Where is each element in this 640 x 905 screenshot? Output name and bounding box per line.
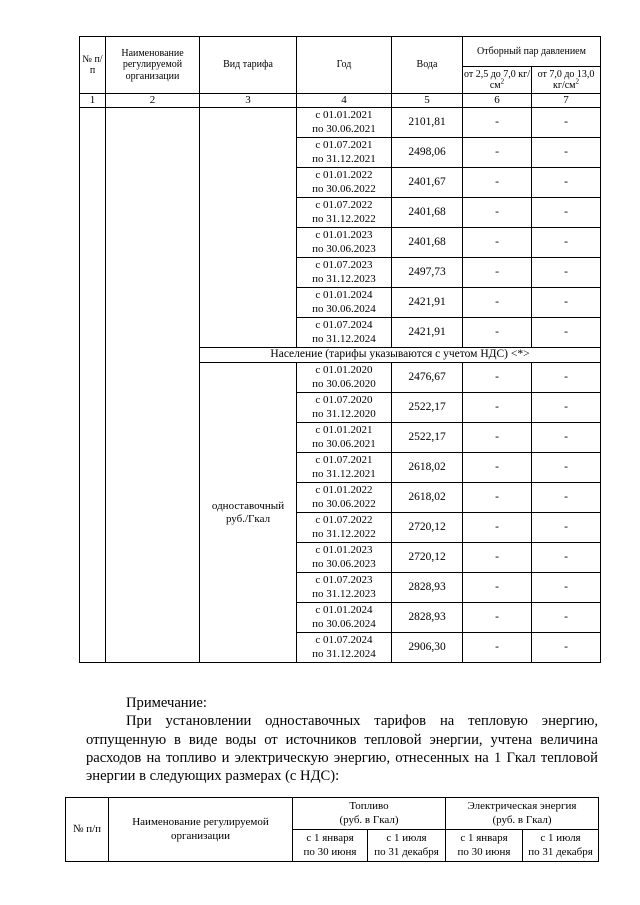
water-value: 2421,91: [392, 318, 463, 348]
steam-value-b: -: [532, 513, 601, 543]
header-org: Наименование регулируемой организации: [106, 37, 200, 94]
cost-period-elec-h1: с 1 января по 30 июня: [446, 830, 523, 862]
steam-value-b: -: [532, 168, 601, 198]
cost-table: [65, 797, 599, 862]
steam-value-b: -: [532, 453, 601, 483]
cost-header-fuel: Топливо (руб. в Гкал): [293, 798, 446, 830]
period-cell: с 01.01.2024 по 30.06.2024: [297, 288, 392, 318]
cost-period-fuel-h1: с 1 января по 30 июня: [293, 830, 368, 862]
period-cell: с 01.01.2022 по 30.06.2022: [297, 168, 392, 198]
cost-period-elec-h2: с 1 июля по 31 декабря: [523, 830, 599, 862]
steam-value-b: -: [532, 393, 601, 423]
cost-period-fuel-h2: с 1 июля по 31 декабря: [368, 830, 446, 862]
period-cell: с 01.07.2024 по 31.12.2024: [297, 633, 392, 663]
col-number: 7: [532, 94, 601, 108]
water-value: 2828,93: [392, 573, 463, 603]
col-number: 3: [200, 94, 297, 108]
steam-value-a: -: [463, 603, 532, 633]
steam-value-a: -: [463, 633, 532, 663]
water-value: 2421,91: [392, 288, 463, 318]
col-number: 1: [80, 94, 106, 108]
col-number: 4: [297, 94, 392, 108]
cost-header-org: Наименование регулируемой организации: [109, 798, 293, 862]
col-number: 5: [392, 94, 463, 108]
steam-value-a: -: [463, 138, 532, 168]
steam-value-a: -: [463, 483, 532, 513]
steam-value-b: -: [532, 603, 601, 633]
period-cell: с 01.01.2020 по 30.06.2020: [297, 363, 392, 393]
water-value: 2720,12: [392, 513, 463, 543]
tariff-row: [80, 108, 601, 138]
steam-value-a: -: [463, 108, 532, 138]
steam-value-a: -: [463, 198, 532, 228]
steam-value-b: -: [532, 363, 601, 393]
steam-value-b: -: [532, 228, 601, 258]
period-cell: с 01.01.2021 по 30.06.2021: [297, 108, 392, 138]
cost-header-electricity: Электрическая энергия (руб. в Гкал): [446, 798, 599, 830]
period-cell: с 01.07.2021 по 31.12.2021: [297, 453, 392, 483]
steam-value-b: -: [532, 423, 601, 453]
note-body: При установлении одноставочных тарифов на тепловую энергию, отпущенную в виде воды от источников тепловой энергии, учтена величина расходов на топливо и электрическую энергию, отнесенных на 1 Гкал тепловой энергии в следующих размерах (с НДС):: [86, 713, 598, 785]
water-value: 2720,12: [392, 543, 463, 573]
steam-value-a: -: [463, 228, 532, 258]
water-value: 2497,73: [392, 258, 463, 288]
tariff-type-cell: [200, 108, 297, 348]
col-number: 6: [463, 94, 532, 108]
period-cell: с 01.07.2022 по 31.12.2022: [297, 513, 392, 543]
steam-value-a: -: [463, 393, 532, 423]
water-value: 2522,17: [392, 393, 463, 423]
water-value: 2476,67: [392, 363, 463, 393]
steam-value-b: -: [532, 198, 601, 228]
cost-header-num: № п/п: [66, 798, 109, 862]
header-steam-range-b: от 7,0 до 13,0 $кг/см^2$: [532, 67, 601, 94]
steam-value-a: -: [463, 258, 532, 288]
header-steam-range-a: от 2,5 до 7,0 $кг/см^2$: [463, 67, 532, 94]
steam-value-b: -: [532, 108, 601, 138]
steam-value-a: -: [463, 543, 532, 573]
steam-value-b: -: [532, 543, 601, 573]
org-cell: [106, 108, 200, 663]
water-value: 2618,02: [392, 453, 463, 483]
steam-value-a: -: [463, 168, 532, 198]
steam-value-b: -: [532, 483, 601, 513]
water-value: 2522,17: [392, 423, 463, 453]
steam-value-a: -: [463, 288, 532, 318]
steam-value-a: -: [463, 363, 532, 393]
header-num: № п/п: [80, 37, 106, 94]
water-value: 2401,68: [392, 198, 463, 228]
period-cell: с 01.07.2020 по 31.12.2020: [297, 393, 392, 423]
period-cell: с 01.01.2023 по 30.06.2023: [297, 543, 392, 573]
water-value: 2498,06: [392, 138, 463, 168]
tariff-type-cell: одноставочный руб./Гкал: [200, 363, 297, 663]
column-number-row: [80, 94, 601, 108]
steam-value-b: -: [532, 573, 601, 603]
steam-value-a: -: [463, 423, 532, 453]
water-value: 2828,93: [392, 603, 463, 633]
steam-value-b: -: [532, 258, 601, 288]
steam-value-b: -: [532, 633, 601, 663]
period-cell: с 01.01.2023 по 30.06.2023: [297, 228, 392, 258]
note-block: [86, 694, 598, 785]
header-tariff: Вид тарифа: [200, 37, 297, 94]
tariff-table: [79, 36, 601, 663]
header-steam: Отборный пар давлением: [463, 37, 601, 67]
period-cell: с 01.01.2021 по 30.06.2021: [297, 423, 392, 453]
header-water: Вода: [392, 37, 463, 94]
steam-value-a: -: [463, 573, 532, 603]
period-cell: с 01.07.2022 по 31.12.2022: [297, 198, 392, 228]
period-cell: с 01.07.2023 по 31.12.2023: [297, 258, 392, 288]
note-title: Примечание:: [126, 695, 207, 711]
steam-value-b: -: [532, 318, 601, 348]
steam-value-a: -: [463, 318, 532, 348]
water-value: 2401,68: [392, 228, 463, 258]
steam-value-b: -: [532, 288, 601, 318]
steam-value-a: -: [463, 513, 532, 543]
water-value: 2101,81: [392, 108, 463, 138]
water-value: 2618,02: [392, 483, 463, 513]
period-cell: с 01.01.2022 по 30.06.2022: [297, 483, 392, 513]
num-cell: [80, 108, 106, 663]
water-value: 2401,67: [392, 168, 463, 198]
header-year: Год: [297, 37, 392, 94]
steam-value-b: -: [532, 138, 601, 168]
period-cell: с 01.07.2023 по 31.12.2023: [297, 573, 392, 603]
period-cell: с 01.07.2024 по 31.12.2024: [297, 318, 392, 348]
period-cell: с 01.07.2021 по 31.12.2021: [297, 138, 392, 168]
steam-value-a: -: [463, 453, 532, 483]
period-cell: с 01.01.2024 по 30.06.2024: [297, 603, 392, 633]
col-number: 2: [106, 94, 200, 108]
water-value: 2906,30: [392, 633, 463, 663]
population-band-label: Население (тарифы указываются с учетом НДС) <*>: [200, 348, 601, 363]
